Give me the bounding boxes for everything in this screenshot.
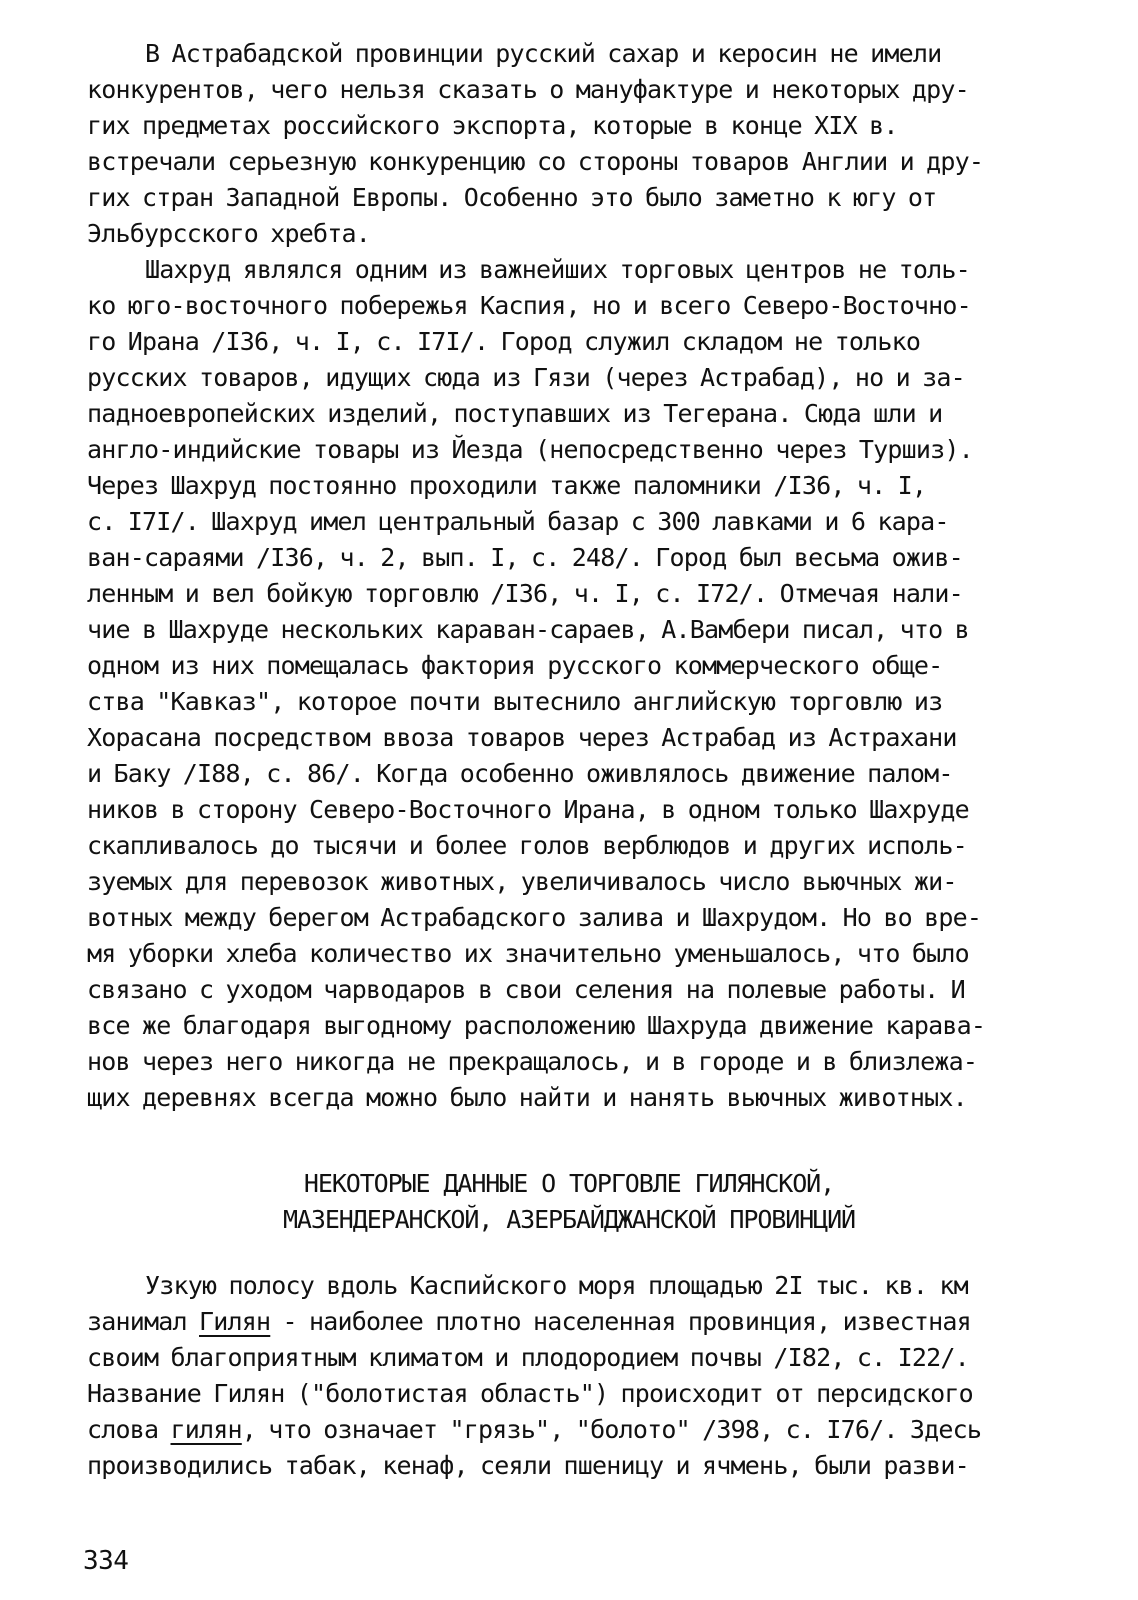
text-line: чие в Шахруде нескольких караван-сараев, А.Вамбери писал, что в [87, 615, 969, 644]
text-line: своим благоприятным климатом и плодородием почвы /I82, с. I22/. [87, 1343, 969, 1372]
text-line: Хорасана посредством ввоза товаров через Астрабад из Астрахани [87, 723, 957, 752]
text-line: Название Гилян ("болотистая область") происходит от персидского [87, 1379, 973, 1408]
text-line: русских товаров, идущих сюда из Гязи (через Астрабад), но и за- [87, 363, 965, 392]
text-line [87, 1412, 981, 1448]
underlined-term-gilan: Гилян [199, 1307, 271, 1336]
text-line: одном из них помещалась фактория русского коммерческого обще- [87, 651, 943, 680]
text-line: с. I7I/. Шахруд имел центральный базар с 300 лавками и 6 кара- [87, 507, 949, 536]
text-line: все же благодаря выгодному расположению Шахруда движение карава- [87, 1011, 986, 1040]
text-line: ван-сараями /I36, ч. 2, вып. I, с. 248/. Город был весьма ожив- [87, 543, 963, 572]
text-line: производились табак, кенаф, сеяли пшеницу и ячмень, были разви- [87, 1451, 969, 1480]
text-line: В Астрабадской провинции русский сахар и керосин не имели [145, 39, 942, 68]
text-line: мя уборки хлеба количество их значительно уменьшалось, что было [87, 939, 969, 968]
text-line: щих деревнях всегда можно было найти и нанять вьючных животных. [87, 1083, 967, 1112]
text-fragment: занимал [87, 1307, 200, 1336]
text-line [87, 1304, 971, 1340]
text-line: ников в сторону Северо-Восточного Ирана, в одном только Шахруде [87, 795, 969, 824]
text-line: ства "Кавказ", которое почти вытеснило английскую торговлю из [87, 687, 943, 716]
text-line: Эльбурсского хребта. [87, 219, 371, 248]
text-line: зуемых для перевозок животных, увеличивалось число вьючных жи- [87, 867, 957, 896]
underlined-term-gilyan: гилян [170, 1415, 242, 1444]
section-heading-line-2: МАЗЕНДЕРАНСКОЙ, АЗЕРБАЙДЖАНСКОЙ ПРОВИНЦИЙ [282, 1205, 855, 1234]
text-line: гих стран Западной Европы. Особенно это было заметно к югу от [87, 183, 937, 212]
text-line: ленным и вел бойкую торговлю /I36, ч. I, с. I72/. Отмечая нали- [87, 579, 963, 608]
text-line: встречали серьезную конкуренцию со стороны товаров Англии и дру- [87, 147, 984, 176]
text-fragment: , что означает "грязь", "болото" /398, с. I76/. Здесь [241, 1415, 982, 1444]
text-fragment: - наиболее плотно населенная провинция, известная [270, 1307, 971, 1336]
text-line: нов через него никогда не прекращалось, и в городе и в близлежа- [87, 1047, 978, 1076]
text-line: Узкую полосу вдоль Каспийского моря площадью 2I тыс. кв. км [145, 1271, 968, 1300]
section-heading-line-1: НЕКОТОРЫЕ ДАННЫЕ О ТОРГОВЛЕ ГИЛЯНСКОЙ, [303, 1169, 835, 1198]
text-line: скапливалось до тысячи и более голов верблюдов и других исполь- [87, 831, 967, 860]
text-line: го Ирана /I36, ч. I, с. I7I/. Город служил складом не только [87, 327, 921, 356]
text-line: ко юго-восточного побережья Каспия, но и всего Северо-Восточно- [87, 291, 971, 320]
page-number: 334 [83, 1546, 129, 1576]
text-fragment: слова [87, 1415, 171, 1444]
text-line: конкурентов, чего нельзя сказать о мануфактуре и некоторых дру- [87, 75, 969, 104]
text-line: Через Шахруд постоянно проходили также паломники /I36, ч. I, [87, 471, 927, 500]
text-line: связано с уходом чарводаров в свои селения на полевые работы. И [87, 975, 965, 1004]
text-line: англо-индийские товары из Йезда (непосредственно через Туршиз). [87, 435, 973, 464]
text-line: гих предметах российского экспорта, которые в конце XIX в. [87, 111, 898, 140]
text-line: и Баку /I88, с. 86/. Когда особенно оживлялось движение палом- [87, 759, 953, 788]
text-line: вотных между берегом Астрабадского залива и Шахрудом. Но во вре- [87, 903, 982, 932]
text-line: падноевропейских изделий, поступавших из Тегерана. Сюда шли и [87, 399, 943, 428]
text-line: Шахруд являлся одним из важнейших торговых центров не толь- [145, 255, 970, 284]
